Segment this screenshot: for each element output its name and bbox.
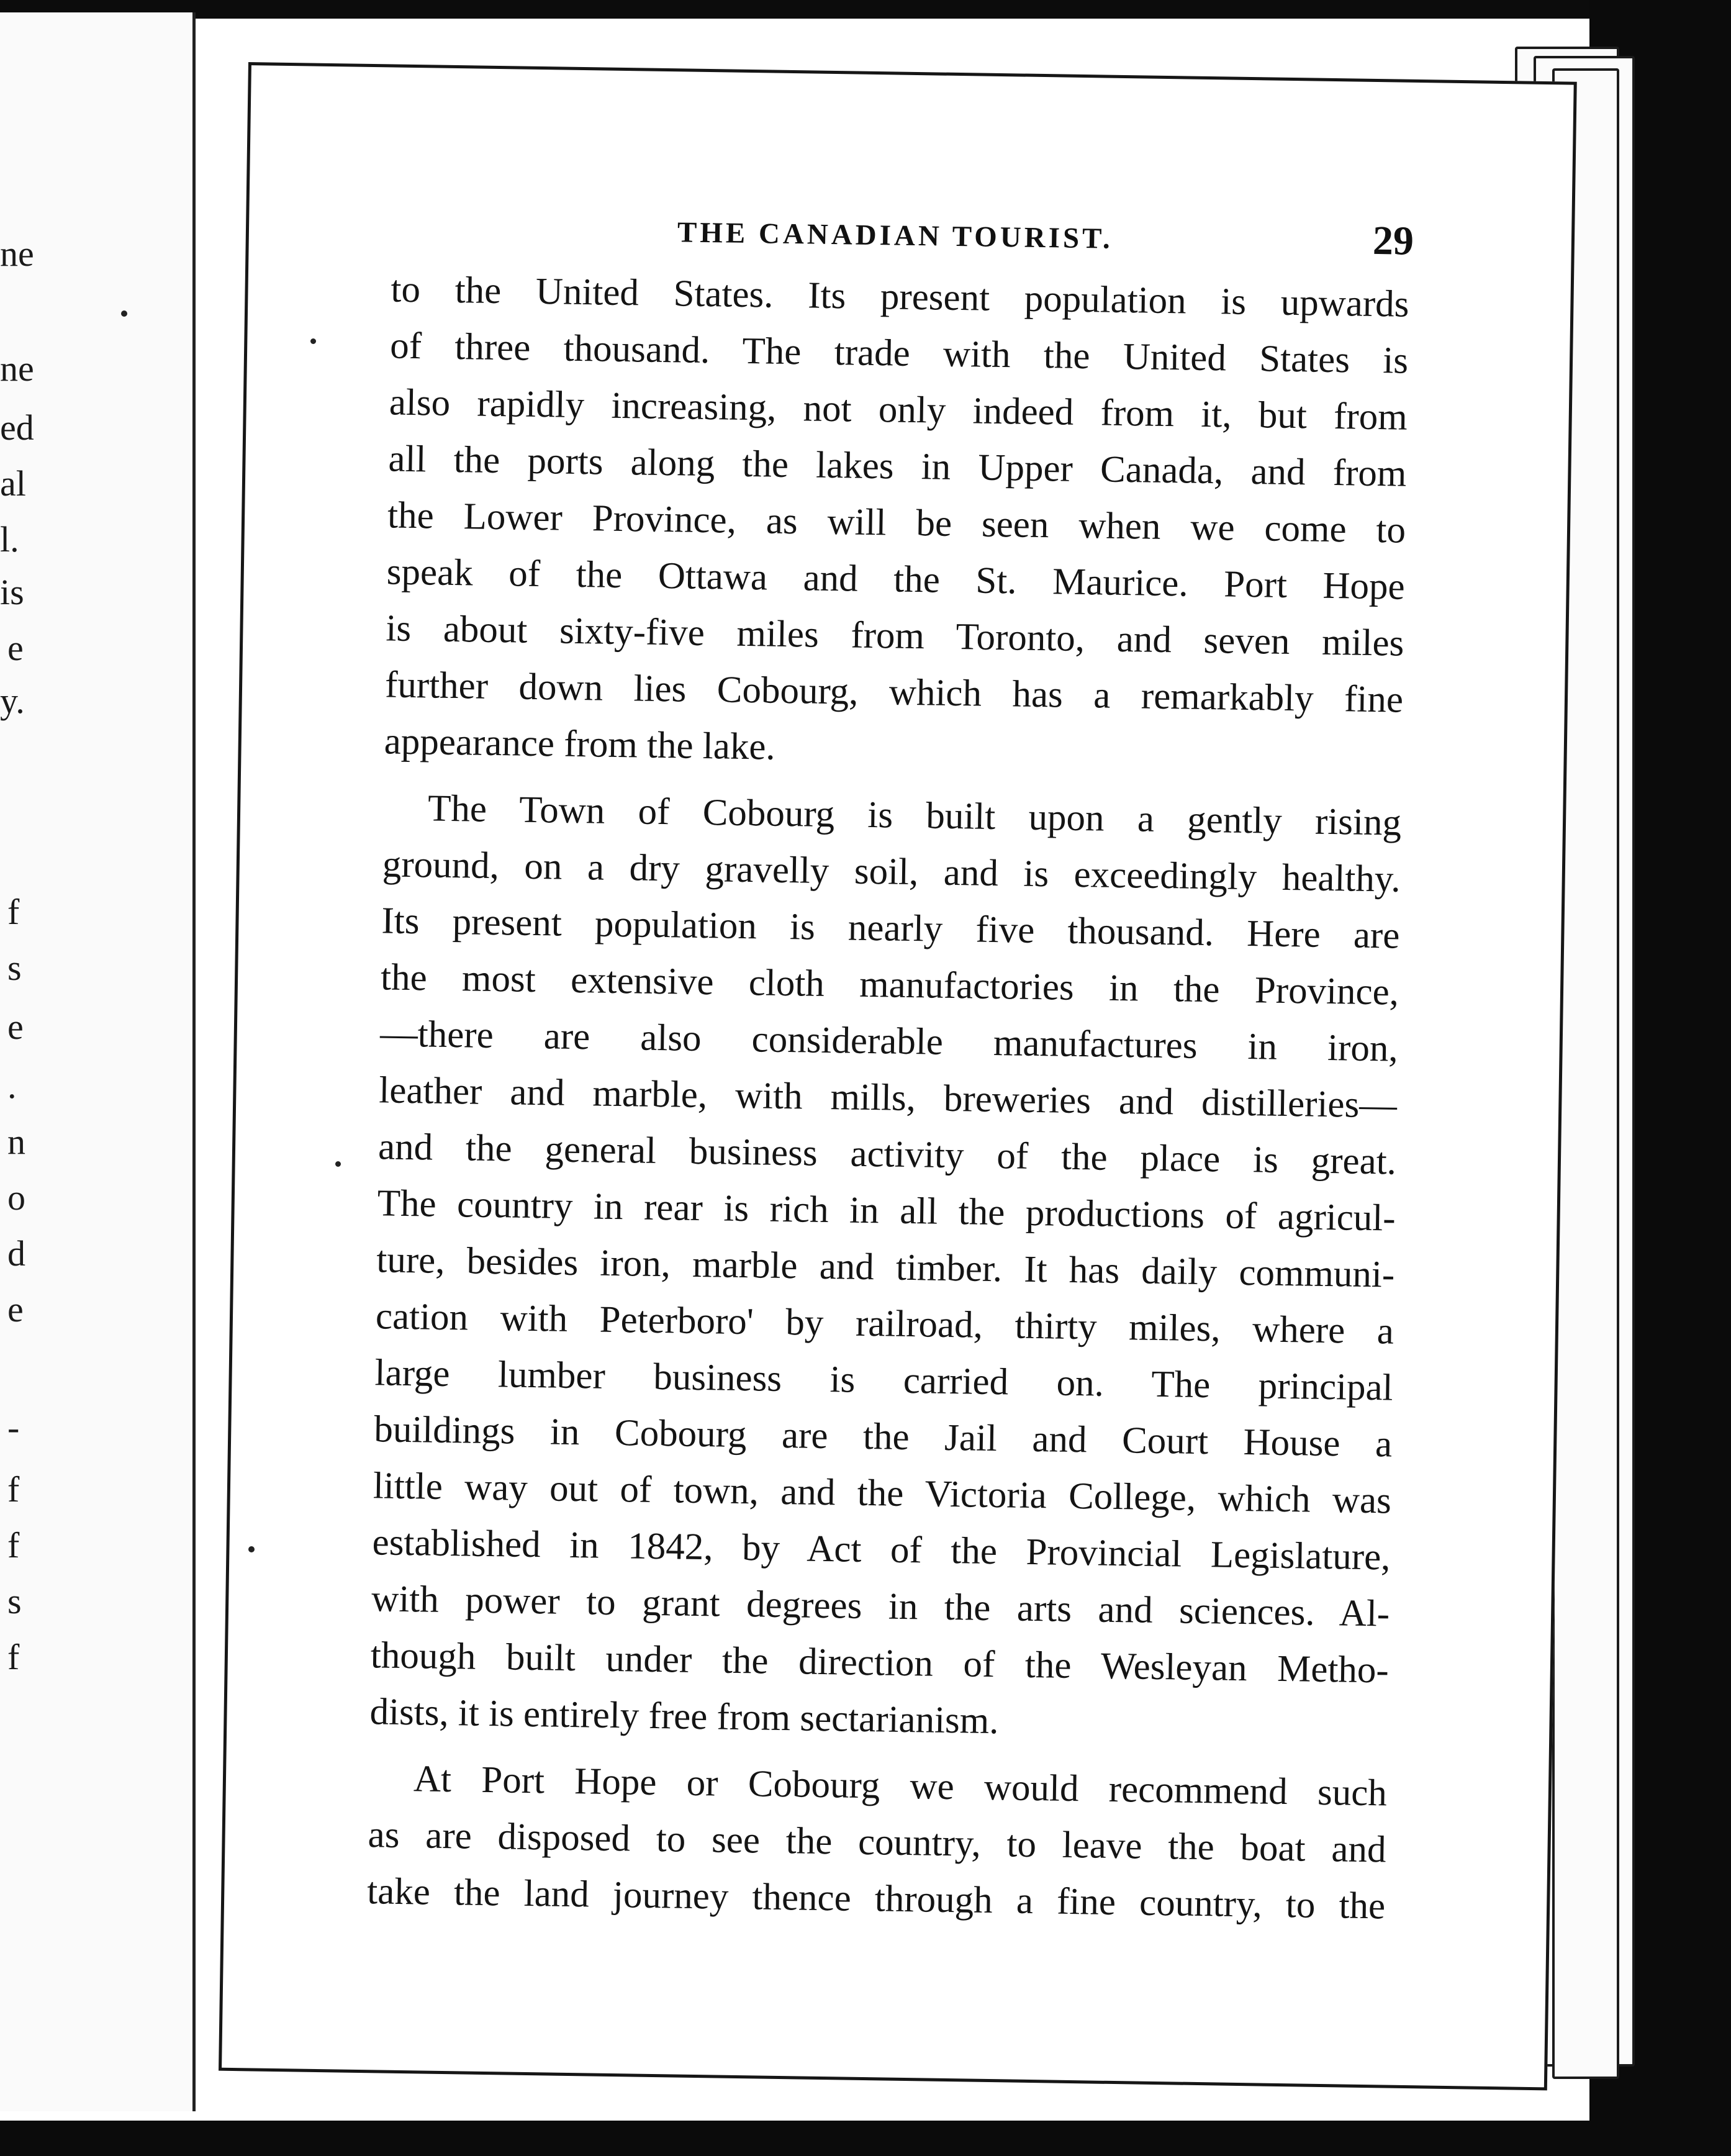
left-page-text-fragment: o	[7, 1177, 25, 1218]
left-page-text-fragment: ed	[0, 407, 34, 448]
text-line: of three thousand. The trade with the United States is	[389, 325, 1409, 382]
page-number: 29	[1372, 217, 1414, 264]
text-line: appearance from the lake.	[384, 720, 776, 768]
left-page-text-fragment: e	[7, 1289, 24, 1329]
paragraph	[369, 779, 1402, 1755]
paragraph	[384, 261, 1409, 784]
left-page-text-fragment: f	[7, 892, 20, 932]
text-line: to the United States. Its present population is upwards	[391, 268, 1409, 325]
left-page-text-fragment: n	[7, 1121, 25, 1162]
text-line: speak of the Ottawa and the St. Maurice. Port Hope	[386, 551, 1406, 608]
bottom-shadow	[0, 2121, 1731, 2156]
text-line: large lumber business is carried on. The principal	[374, 1352, 1394, 1409]
left-facing-page	[0, 12, 196, 2111]
text-line: also rapidly increasing, not only indeed from it, but from	[389, 381, 1408, 438]
book-page	[219, 62, 1577, 2090]
left-page-text-fragment: al	[0, 463, 26, 504]
text-line: is about sixty-five miles from Toronto, and seven miles	[385, 607, 1404, 664]
left-page-text-fragment: is	[0, 572, 24, 612]
left-page-text-fragment: f	[7, 1637, 20, 1677]
left-page-text-fragment: l.	[0, 519, 19, 559]
text-line: cation with Peterboro' by railroad, thirty miles, where a	[375, 1295, 1394, 1352]
scan-speck	[335, 1161, 341, 1167]
scan-speck	[248, 1546, 255, 1552]
text-line: —there are also considerable manufactures in iron,	[379, 1013, 1399, 1070]
text-line: ground, on a dry gravelly soil, and is exceedingly healthy.	[382, 843, 1401, 900]
text-line: with power to grant degrees in the arts and sciences. Al-	[371, 1578, 1390, 1635]
left-page-text-fragment: e	[7, 628, 24, 668]
text-line: At Port Hope or Cobourg we would recommend such	[413, 1758, 1388, 1814]
left-page-text-fragment: d	[7, 1233, 25, 1274]
text-line: the most extensive cloth manufactories in the Province,	[380, 956, 1399, 1013]
scan-speck	[310, 338, 316, 344]
left-page-text-fragment: e	[7, 1007, 24, 1047]
left-page-text-fragment: -	[7, 1407, 20, 1447]
left-page-text-fragment: ne	[0, 348, 34, 389]
left-page-text-fragment: y.	[0, 681, 25, 721]
text-line: leather and marble, with mills, breweries and distilleries—	[378, 1069, 1398, 1126]
text-line: Its present population is nearly five thousand. Here are	[381, 900, 1400, 957]
top-binding-shadow	[0, 0, 1614, 19]
text-line: all the ports along the lakes in Upper Canada, and from	[388, 438, 1407, 495]
text-line: and the general business activity of the place is great.	[377, 1126, 1397, 1183]
text-line: The Town of Cobourg is built upon a gently rising	[427, 787, 1402, 844]
text-line: buildings in Cobourg are the Jail and Court House a	[373, 1408, 1393, 1465]
text-line: the Lower Province, as will be seen when we come to	[387, 494, 1406, 551]
text-line: established in 1842, by Act of the Provincial Legislature,	[372, 1521, 1391, 1578]
text-line: though built under the direction of the Wesleyan Metho-	[370, 1634, 1390, 1692]
text-line: further down lies Cobourg, which has a remarkably fine	[384, 664, 1404, 721]
scan-speck	[121, 310, 127, 317]
left-page-text-fragment: s	[7, 948, 22, 988]
text-line: ture, besides iron, marble and timber. It has daily communi-	[376, 1239, 1395, 1296]
left-page-text-fragment: f	[7, 1469, 20, 1510]
left-page-text-fragment: s	[7, 1581, 22, 1621]
left-page-text-fragment: ne	[0, 233, 34, 274]
text-line: as are disposed to see the country, to leave the boat and	[368, 1814, 1386, 1871]
text-line: take the land journey thence through a fine country, to the	[366, 1870, 1386, 1927]
paragraph	[367, 1750, 1388, 1934]
running-head: THE CANADIAN TOURIST.	[677, 216, 1114, 255]
text-line: The country in rear is rich in all the productions of agricul-	[377, 1182, 1396, 1239]
text-line: little way out of town, and the Victoria College, which was	[373, 1465, 1392, 1522]
left-page-text-fragment: .	[7, 1066, 17, 1106]
left-page-text-fragment: f	[7, 1525, 20, 1565]
page-body	[367, 261, 1409, 1934]
text-line: dists, it is entirely free from sectarianism.	[369, 1691, 999, 1742]
